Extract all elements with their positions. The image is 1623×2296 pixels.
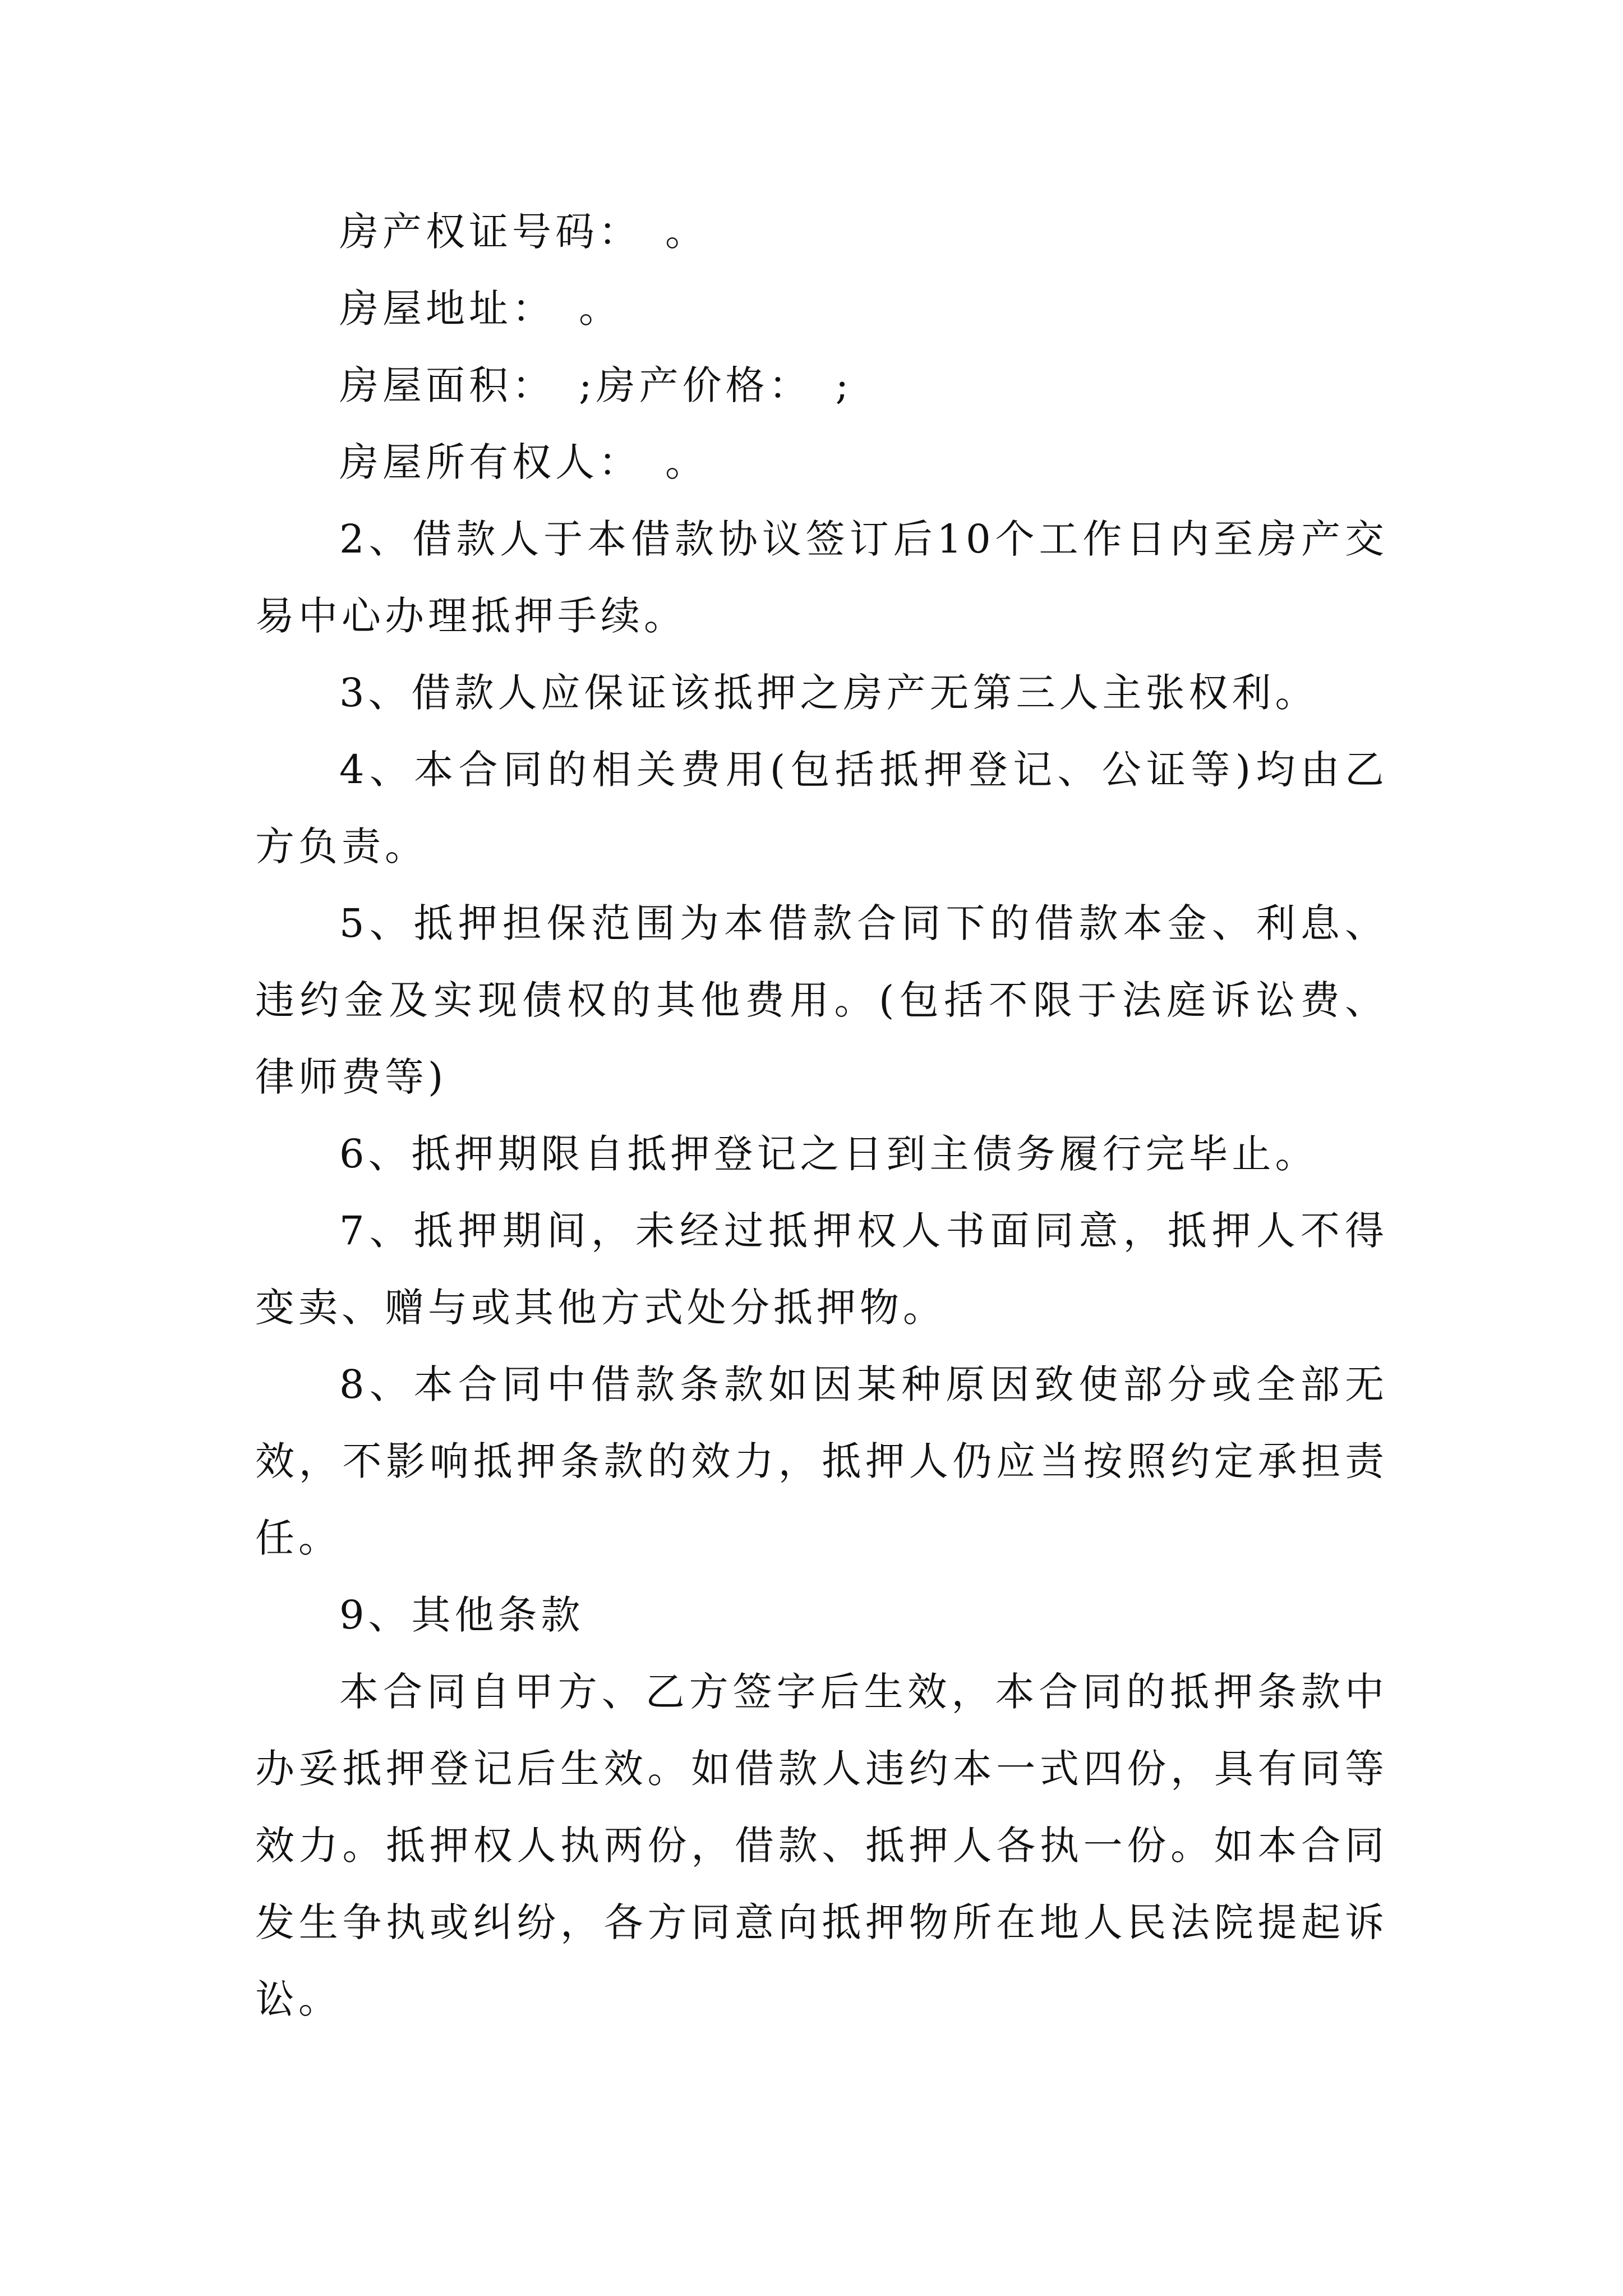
clause-8: 8、本合同中借款条款如因某种原因致使部分或全部无效，不影响抵押条款的效力，抵押人仍应当按照约定承担责任。 bbox=[255, 1361, 1388, 1561]
paragraph-certificate-number: 房产权证号码： 。 bbox=[339, 209, 708, 255]
document-body bbox=[255, 194, 1388, 2038]
paragraph-area-price: 房屋面积： ;房产价格： ; bbox=[339, 362, 853, 408]
clause-4: 4、本合同的相关费用(包括抵押登记、公证等)均由乙方负责。 bbox=[255, 747, 1388, 869]
paragraph-owner: 房屋所有权人： 。 bbox=[339, 439, 708, 485]
clause-9-heading: 9、其他条款 bbox=[339, 1592, 584, 1638]
clause-9-body: 本合同自甲方、乙方签字后生效，本合同的抵押条款中办妥抵押登记后生效。如借款人违约本一式四份，具有同等效力。抵押权人执两份，借款、抵押人各执一份。如本合同发生争执或纠纷，各方同意向抵押物所在地人民法院提起诉讼。 bbox=[255, 1669, 1388, 2022]
clause-5: 5、抵押担保范围为本借款合同下的借款本金、利息、违约金及实现债权的其他费用。(包括不限于法庭诉讼费、律师费等) bbox=[255, 900, 1388, 1100]
clause-7: 7、抵押期间，未经过抵押权人书面同意，抵押人不得变卖、赠与或其他方式处分抵押物。 bbox=[255, 1208, 1388, 1331]
clause-6: 6、抵押期限自抵押登记之日到主债务履行完毕止。 bbox=[339, 1131, 1318, 1177]
clause-3: 3、借款人应保证该抵押之房产无第三人主张权利。 bbox=[339, 670, 1318, 716]
clause-2: 2、借款人于本借款协议签订后10个工作日内至房产交易中心办理抵押手续。 bbox=[255, 516, 1388, 639]
paragraph-house-address: 房屋地址： 。 bbox=[339, 286, 622, 332]
